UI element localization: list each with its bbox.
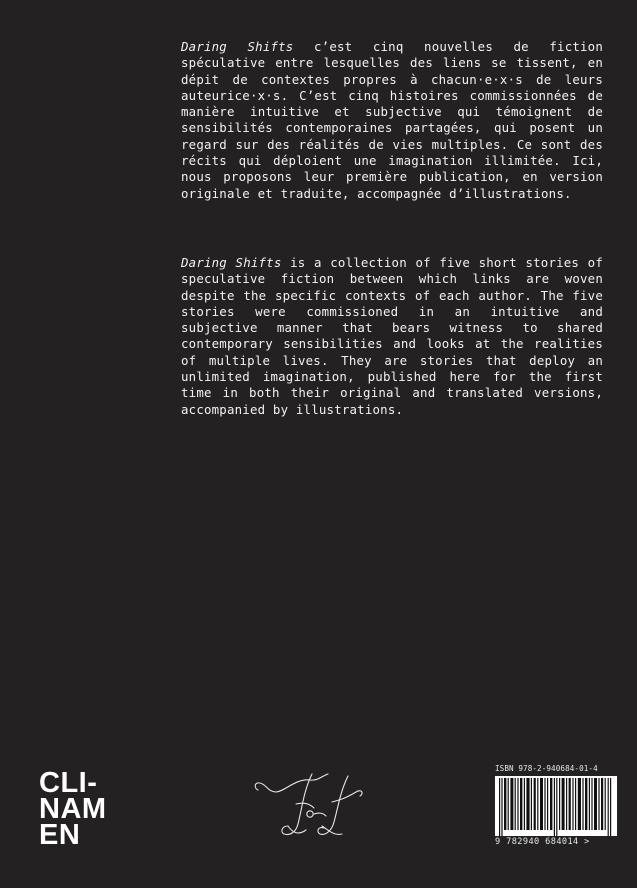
publisher-logo	[39, 767, 107, 851]
publisher-logo-line-1: CLI-	[39, 767, 98, 799]
isbn-label: ISBN 978-2-940684-01-4	[495, 764, 598, 773]
publisher-logo-line-3: EN	[39, 819, 81, 851]
blurb-english	[181, 255, 603, 418]
blurb-french-title: Daring Shifts	[181, 39, 294, 54]
blurb-english-title: Daring Shifts	[181, 255, 282, 270]
blurb-french-text: c’est cinq nouvelles de fiction spéculative entre lesquelles des liens se tissent, en dépit de contextes propres à chacun·e·x·s de leurs auteurice·x·s. C’est cinq histoires commissionnées de manière intuitive et subjective qui témoignent de sensibilités contemporaines partagées, qui posent un regard sur des réalités de vies multiples. Ce sont des récits qui déploient une imagination illimitée. Ici, nous proposons leur première publication, en version originale et traduite, accompagnée d’illustrations.	[181, 39, 603, 201]
blurb-english-text: is a collection of five short stories of speculative fiction between which links are woven despite the specific contexts of each author. The five stories were commissioned in an intuitive and subjective manner that bears witness to shared contemporary sensibilities and looks at the realities of multiple lives. They are stories that deploy an unlimited imagination, published here for the first time in both their original and translated versions, accompanied by illustrations.	[181, 255, 603, 417]
blurb-french	[181, 39, 603, 202]
publisher-logo-line-2: NAM	[39, 793, 107, 825]
isbn-block	[495, 764, 617, 847]
barcode-number: 9 782940 684014 >	[495, 837, 590, 847]
barcode	[495, 776, 617, 836]
foundation-monogram-icon	[252, 768, 370, 840]
